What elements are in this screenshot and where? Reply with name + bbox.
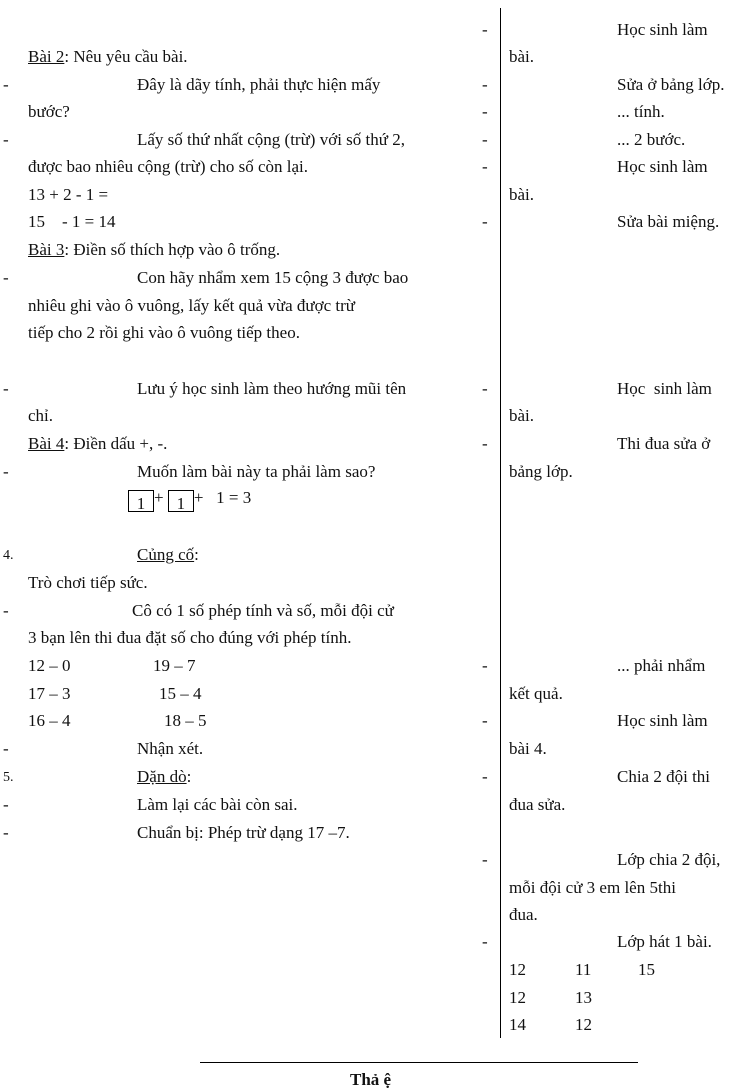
student-activity: đua sửa. [509,795,566,814]
student-activity: Học sinh làm [617,20,708,39]
bai4-text: : Điền dấu +, -. [64,434,168,453]
b3-line-c: tiếp cho 2 rồi ghi vào ô vuông tiếp theo. [28,323,300,342]
b4-question: Muốn làm bài này ta phải làm sao? [137,462,376,481]
bai2-heading [28,47,188,67]
dash: - [482,850,488,869]
dash: - [3,268,9,287]
operation-b: 18 – 5 [164,711,207,730]
student-activity: bài 4. [509,739,547,758]
student-activity: Lớp chia 2 đội, [617,850,721,869]
student-activity: Học sinh làm [617,711,708,730]
column-divider [500,8,501,1038]
colon: : [186,767,192,786]
dash: - [482,767,488,786]
operation-b: 19 – 7 [153,656,196,675]
bai3-text: : Điền số thích hợp vào ô trống. [64,240,281,259]
dash: - [3,601,9,620]
bai2-text: : Nêu yêu cầu bài. [64,47,188,66]
result-number: 12 [509,988,526,1007]
bai4-label: Bài 4 [28,434,65,453]
dash: - [482,932,488,951]
dash: - [482,656,488,675]
homework-2: Chuẩn bị: Phép trừ dạng 17 –7. [137,823,350,842]
dash: - [482,75,488,94]
student-activity: bài. [509,185,535,204]
student-activity: Chia 2 đội thi [617,767,711,786]
student-activity: kết quả. [509,684,563,703]
bai4-heading [28,434,167,454]
dan-do-label: Dặn dò [137,767,187,786]
dash: - [482,379,488,398]
dash: - [3,795,9,814]
b4-expression-tail: + 1 = 3 [193,488,252,507]
game-desc-a: Cô có 1 số phép tính và số, mỗi đội cử [132,601,394,620]
section-number-4: 4. [3,548,14,563]
b2-equation-2: 15 - 1 = 14 [28,212,116,231]
result-number: 11 [575,960,592,979]
nhan-xet: Nhận xét. [137,739,204,758]
b2-answer-a: Lấy số thứ nhất cộng (trừ) với số thứ 2, [137,130,405,149]
b3-line-b: nhiêu ghi vào ô vuông, lấy kết quả vừa được trừ [28,296,355,315]
homework-1: Làm lại các bài còn sai. [137,795,298,814]
cung-co-label: Củng cố [137,545,195,564]
next-section-heading-partial: Thả ệ [350,1070,392,1089]
dash: - [3,462,9,481]
footer-rule [200,1062,638,1063]
dash: - [482,20,488,39]
b3-line-a: Con hãy nhẩm xem 15 cộng 3 được bao [137,268,409,287]
student-activity: mỗi đội cử 3 em lên 5thi [509,878,676,897]
result-number: 12 [509,960,526,979]
b4-expression [128,488,251,512]
dan-do-heading [137,767,191,787]
b2-equation-1: 13 + 2 - 1 = [28,185,109,204]
b2-answer-b: được bao nhiêu cộng (trừ) cho số còn lại. [28,157,308,176]
bai3-heading [28,240,280,260]
student-activity: bài. [509,406,535,425]
dash: - [3,130,9,149]
dash: - [482,130,488,149]
operation-a: 17 – 3 [28,684,71,703]
student-activity: đua. [509,905,538,924]
student-activity: ... tính. [617,102,665,121]
bai3-label: Bài 3 [28,240,65,259]
answer-box: 1 [168,490,194,512]
b3-note-b: chỉ. [28,406,54,425]
answer-box: 1 [128,490,154,512]
b2-question-1b: bước? [28,102,70,121]
dash: - [3,75,9,94]
student-activity: Sửa ở bảng lớp. [617,75,725,94]
b2-question-1a: Đây là dãy tính, phải thực hiện mấy [137,75,381,94]
game-desc-b: 3 bạn lên thi đua đặt số cho đúng với phép tính. [28,628,352,647]
student-activity: Lớp hát 1 bài. [617,932,712,951]
section-number-5: 5. [3,770,14,785]
operation-b: 15 – 4 [159,684,202,703]
student-activity: ... 2 bước. [617,130,686,149]
bai2-label: Bài 2 [28,47,65,66]
result-number: 13 [575,988,592,1007]
student-activity: Thi đua sửa ở [617,434,711,453]
dash: - [482,212,488,231]
game-title: Trò chơi tiếp sức. [28,573,148,592]
dash: - [3,823,9,842]
student-activity: Sửa bài miệng. [617,212,720,231]
operation-a: 16 – 4 [28,711,71,730]
result-number: 14 [509,1015,526,1034]
dash: - [3,739,9,758]
result-number: 15 [638,960,655,979]
plus-sign: + [154,488,164,507]
student-activity: bảng lớp. [509,462,573,481]
cung-co-heading [137,545,199,565]
dash: - [482,157,488,176]
b3-note-a: Lưu ý học sinh làm theo hướng mũi tên [137,379,407,398]
colon: : [194,545,199,564]
dash: - [482,434,488,453]
result-number: 12 [575,1015,592,1034]
dash: - [3,379,9,398]
dash: - [482,711,488,730]
student-activity: Học sinh làm [617,157,708,176]
operation-a: 12 – 0 [28,656,71,675]
student-activity: bài. [509,47,535,66]
student-activity: Học sinh làm [617,379,712,398]
dash: - [482,102,488,121]
student-activity: ... phải nhẩm [617,656,706,675]
